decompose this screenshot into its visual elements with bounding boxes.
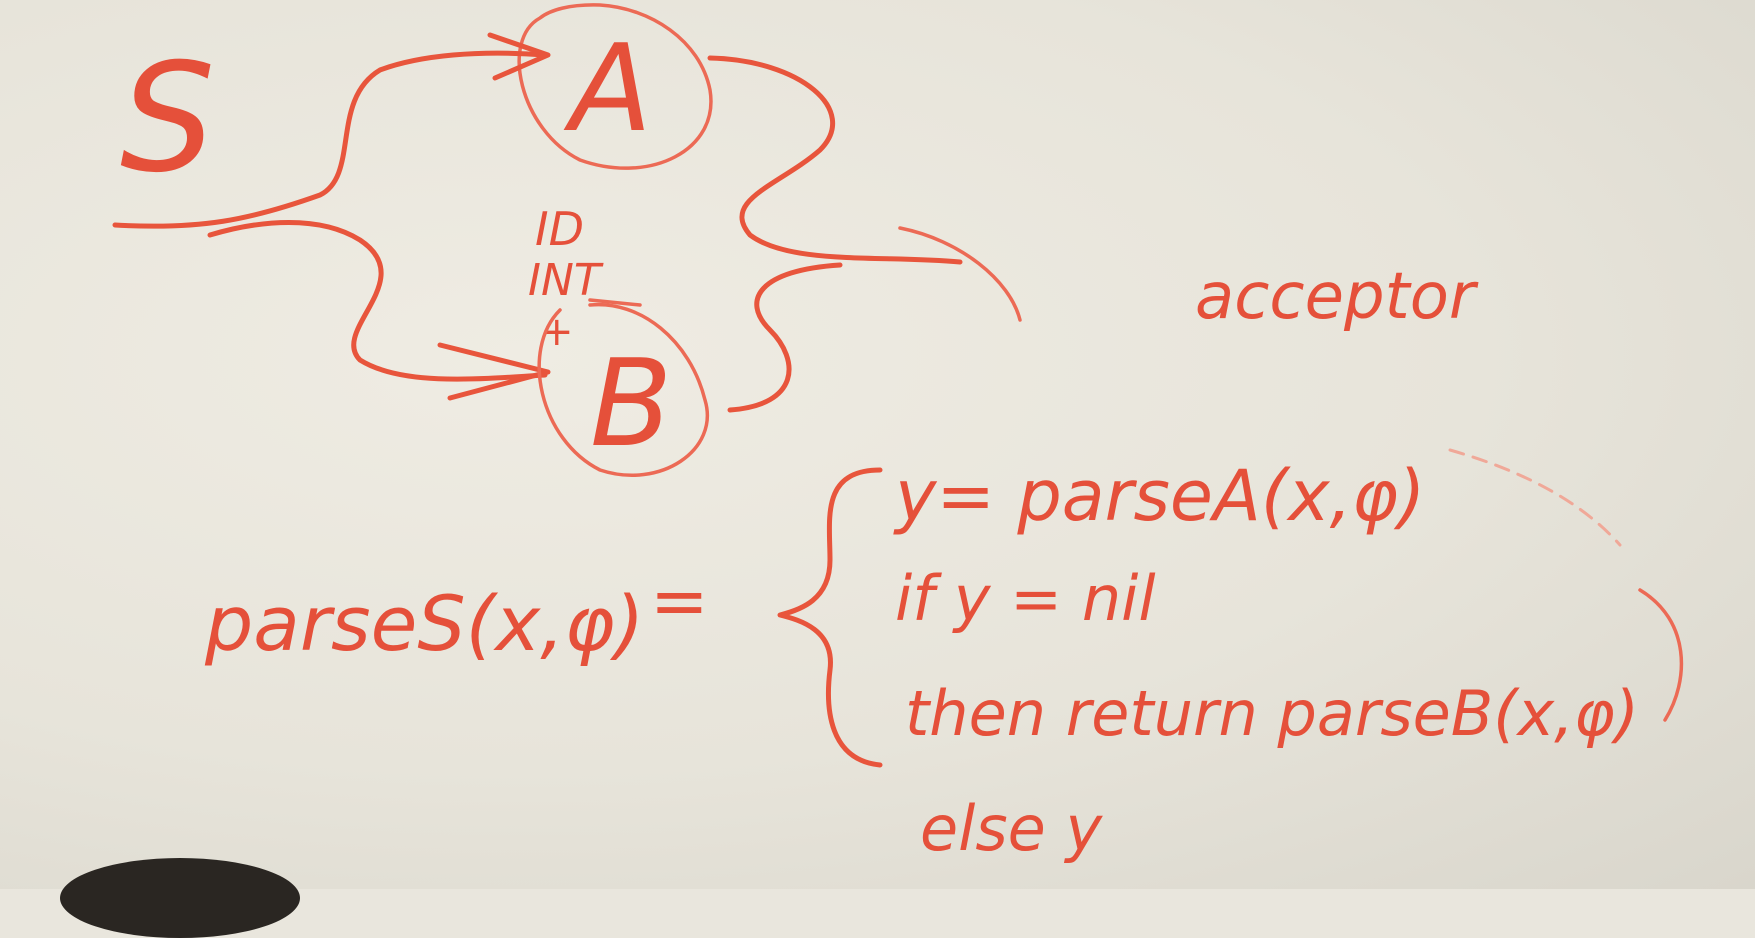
- person-head-silhouette: [60, 858, 300, 938]
- code-line-1: y= parseA(x,φ): [895, 455, 1426, 537]
- function-lhs: parseS(x,φ): [205, 579, 645, 668]
- node-b-label: B: [590, 335, 673, 474]
- arrow-to-b: [210, 223, 545, 380]
- token-plus: +: [540, 309, 574, 355]
- arrow-from-a: [710, 58, 960, 262]
- arrow-from-a-head: [900, 228, 1020, 320]
- token-id: ID: [535, 202, 584, 256]
- start-symbol-s: S: [120, 32, 216, 206]
- function-equals: =: [650, 560, 709, 642]
- code-line-3: then return parseB(x,φ): [905, 677, 1639, 750]
- line-from-b: [730, 265, 840, 410]
- token-int: INT: [528, 255, 601, 306]
- dashed-arrow: [1450, 450, 1620, 545]
- node-a-label: A: [570, 20, 653, 159]
- arrow-to-b-head: [440, 345, 548, 398]
- code-line-4: else y: [920, 792, 1103, 865]
- closing-paren: [1640, 590, 1681, 720]
- curly-brace: [780, 470, 880, 765]
- side-note-acceptor: acceptor: [1195, 260, 1476, 334]
- code-line-2: if y = nil: [895, 562, 1156, 635]
